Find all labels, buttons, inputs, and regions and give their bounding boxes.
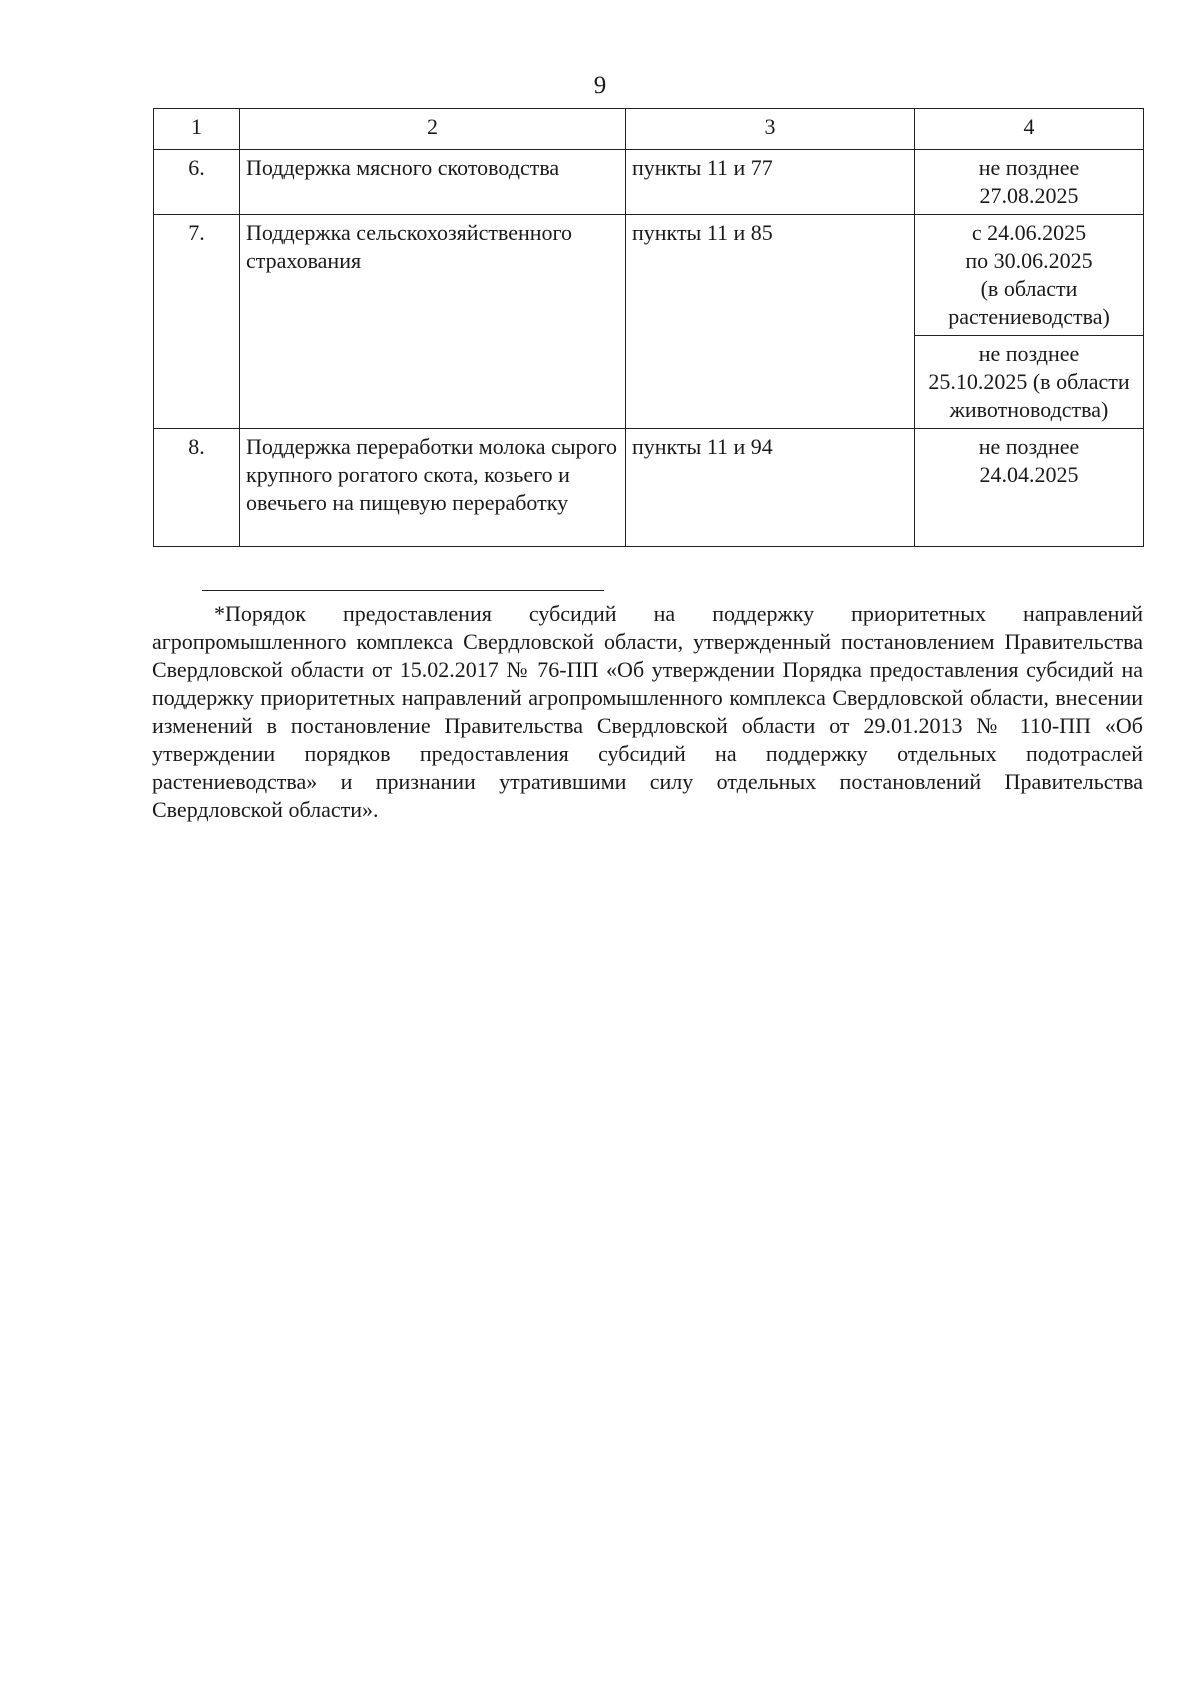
deadline-line: (в области — [980, 276, 1078, 301]
header-cell: 3 — [626, 109, 915, 150]
table-row — [154, 150, 1144, 215]
deadline-line: не позднее — [978, 155, 1080, 180]
header-cell: 1 — [154, 109, 240, 150]
table-row — [154, 429, 1144, 547]
deadline-line: 24.04.2025 — [979, 462, 1079, 487]
deadline-cell — [915, 215, 1144, 336]
subsidy-schedule-table — [153, 108, 1144, 547]
subsidy-name: Поддержка мясного скотоводства — [240, 150, 626, 215]
footnote-divider — [202, 590, 604, 591]
header-cell: 2 — [240, 109, 626, 150]
footnote-text: *Порядок предоставления субсидий на поддержку приоритетных направлений агропромышленного комплекса Свердловской области, утвержденный постановлением Правительства Свердловской области от 15.02.2017 № 76-ПП «Об утверждении Порядка предоставления субсидий на поддержку приоритетных направлений агропромышленного комплекса Свердловской области, внесении изменений в постановление Правительства Свердловской области от 29.01.2013 № 110-ПП «Об утверждении порядков предоставления субсидий на поддержку отдельных подотраслей растениеводства» и признании утратившими силу отдельных постановлений Правительства Свердловской области». — [152, 601, 1143, 822]
row-number: 7. — [154, 215, 240, 429]
clause-reference: пункты 11 и 85 — [626, 215, 915, 429]
deadline-cell — [915, 429, 1144, 547]
deadline-line: по 30.06.2025 — [965, 248, 1093, 273]
deadline-line: с 24.06.2025 — [971, 220, 1087, 245]
row-number: 6. — [154, 150, 240, 215]
header-cell: 4 — [915, 109, 1144, 150]
clause-reference: пункты 11 и 77 — [626, 150, 915, 215]
deadline-line: 27.08.2025 — [979, 183, 1079, 208]
subsidy-name: Поддержка переработки молока сырого крупного рогатого скота, козьего и овечьего на пищевую переработку — [240, 429, 626, 547]
deadline-line: 25.10.2025 (в области — [928, 369, 1130, 394]
deadline-cell — [915, 336, 1144, 429]
row-number: 8. — [154, 429, 240, 547]
deadline-line: не позднее — [978, 341, 1080, 366]
table-row — [154, 215, 1144, 336]
table-header-row — [154, 109, 1144, 150]
page-number: 9 — [593, 72, 607, 99]
deadline-cell — [915, 150, 1144, 215]
deadline-line: животноводства) — [949, 397, 1109, 422]
clause-reference: пункты 11 и 94 — [626, 429, 915, 547]
subsidy-name: Поддержка сельскохозяйственного страхования — [240, 215, 626, 429]
deadline-line: растениеводства) — [948, 304, 1110, 329]
deadline-line: не позднее — [978, 434, 1080, 459]
